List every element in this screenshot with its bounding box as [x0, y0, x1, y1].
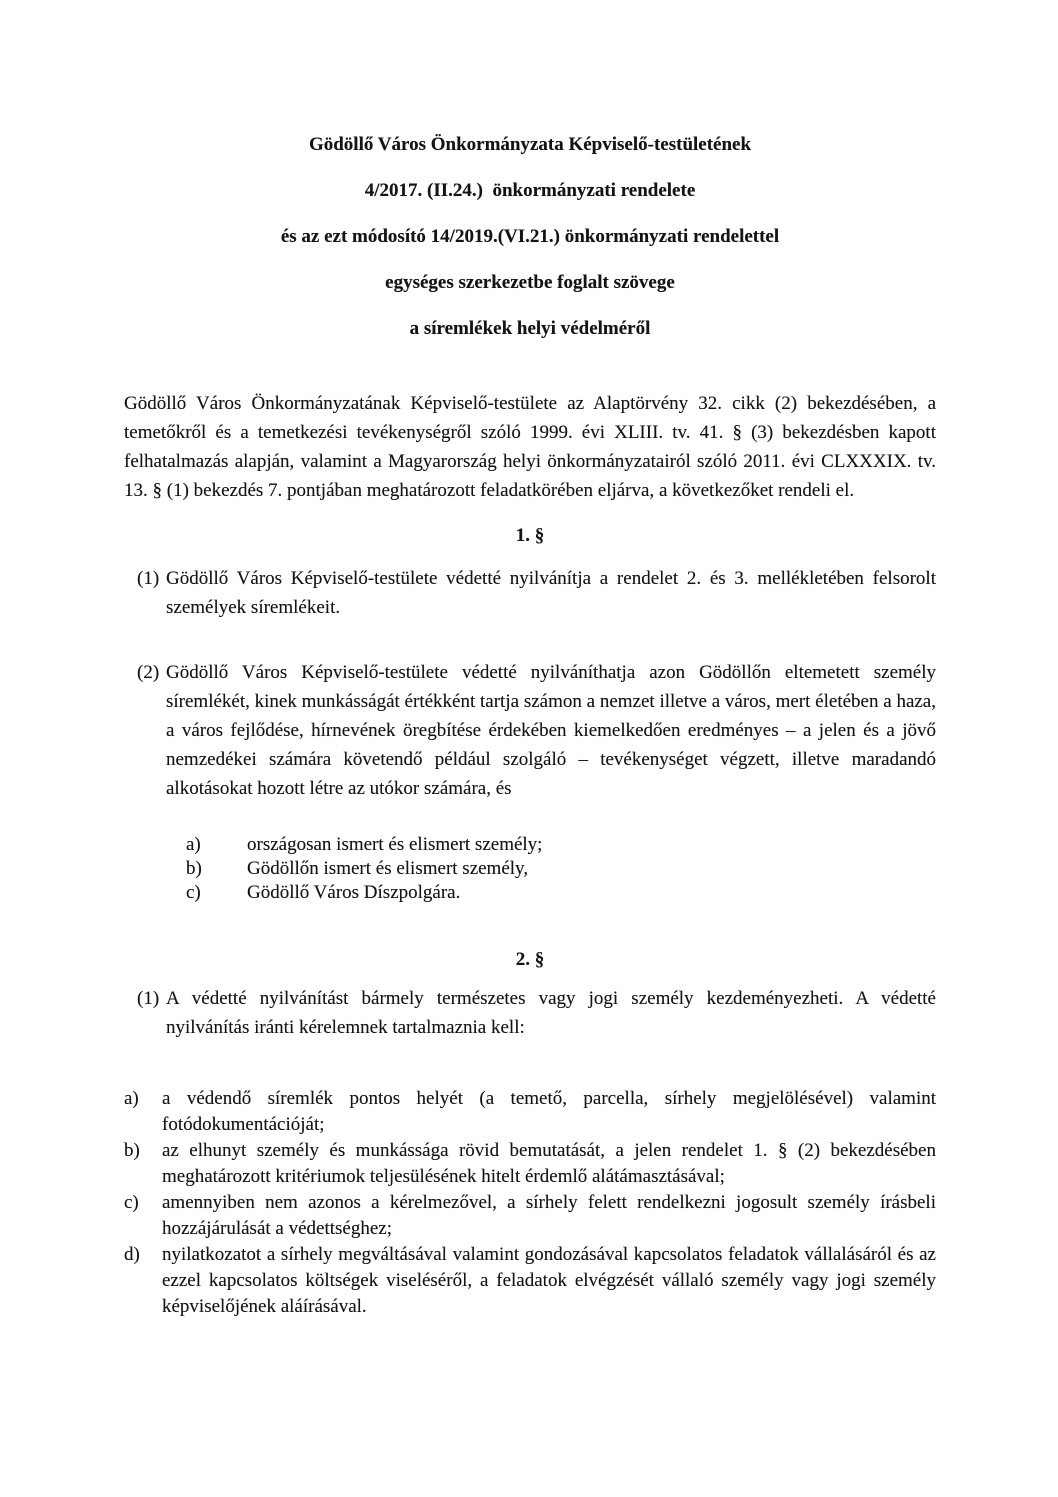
list-item [124, 1086, 936, 1138]
list-item [124, 1138, 936, 1190]
list-item-text: Gödöllő Város Díszpolgára. [247, 882, 461, 903]
list-item-text: amennyiben nem azonos a kérelmezővel, a sírhely felett rendelkezni jogosult személy írásbeli hozzájárulását a védettséghez; [162, 1192, 936, 1239]
section-2-paragraph-1 [137, 984, 936, 1042]
list-item-marker: a) [124, 1088, 139, 1109]
list-item-text: az elhunyt személy és munkássága rövid bemutatását, a jelen rendelet 1. § (2) bekezdésében meghatározott kritériumok teljesülésének hitelt érdemlő alátámasztásával; [162, 1140, 936, 1187]
list-item-text: Gödöllőn ismert és elismert személy, [247, 858, 529, 879]
list-item-text: országosan ismert és elismert személy; [247, 834, 543, 855]
list-item [124, 1242, 936, 1320]
document-title-line: és az ezt módosító 14/2019.(VI.21.) önkormányzati rendelettel [280, 226, 780, 247]
list-item-marker: d) [124, 1244, 140, 1265]
document-title-line: 4/2017. (II.24.) önkormányzati rendelete [364, 180, 696, 201]
list-item-marker: c) [124, 1192, 139, 1213]
paragraph-marker: (2) [137, 662, 160, 683]
list-item-marker: c) [186, 882, 201, 903]
list-item-marker: b) [186, 858, 202, 879]
section-2-list [124, 1086, 936, 1320]
document-title-line: egységes szerkezetbe foglalt szövege [385, 272, 675, 293]
section-1-paragraph-1 [137, 564, 936, 622]
list-item-text: a védendő síremlék pontos helyét (a temető, parcella, sírhely megjelölésével) valamint fotódokumentációját; [162, 1088, 936, 1135]
list-item [186, 857, 936, 881]
list-item [124, 1190, 936, 1242]
document-title [124, 130, 936, 343]
list-item [186, 881, 936, 905]
section-2-heading: 2. § [515, 949, 545, 970]
list-item-text: nyilatkozatot a sírhely megváltásával valamint gondozásával kapcsolatos feladatok vállalásáról és az ezzel kapcsolatos költségek viseléséről, a feladatok elvégzését vállaló személy vagy jogi személy képviselőjének aláírásával. [162, 1244, 936, 1317]
document-title-line: a síremlékek helyi védelméről [409, 318, 651, 339]
section-1-heading: 1. § [515, 525, 545, 546]
paragraph-marker: (1) [137, 568, 160, 589]
list-item-marker: a) [186, 834, 201, 855]
section-1-list [186, 833, 936, 905]
paragraph-text: Gödöllő Város Képviselő-testülete védetté nyilváníthatja azon Gödöllőn eltemetett személy síremlékét, kinek munkásságát értékként tartja számon a nemzet illetve a város, mert életében a haza, a város fejlődése, hírnevének öregbítése érdekében kiemelkedően eredményes – a jelen és a jövő nemzedékei számára követendő például szolgáló – tevékenységet végzett, illetve maradandó alkotásokat hozott létre az utókor számára, és [166, 662, 936, 799]
section-1-paragraph-2 [137, 658, 936, 803]
paragraph-text: Gödöllő Város Képviselő-testülete védetté nyilvánítja a rendelet 2. és 3. mellékletében felsorolt személyek síremlékeit. [166, 568, 936, 618]
list-item [186, 833, 936, 857]
paragraph-marker: (1) [137, 988, 160, 1009]
preamble-paragraph: Gödöllő Város Önkormányzatának Képviselő-testülete az Alaptörvény 32. cikk (2) bekezdésében, a temetőkről és a temetkezési tevékenységről szóló 1999. évi XLIII. tv. 41. § (3) bekezdésben kapott felhatalmazás alapján, valamint a Magyarország helyi önkormányzatairól szóló 2011. évi CLXXXIX. tv. 13. § (1) bekezdés 7. pontjában meghatározott feladatkörében eljárva, a következőket rendeli el. [124, 393, 936, 501]
paragraph-text: A védetté nyilvánítást bármely természetes vagy jogi személy kezdeményezheti. A védetté nyilvánítás iránti kérelemnek tartalmaznia kell: [166, 988, 936, 1038]
document-title-line: Gödöllő Város Önkormányzata Képviselő-testületének [308, 134, 752, 155]
list-item-marker: b) [124, 1140, 140, 1161]
